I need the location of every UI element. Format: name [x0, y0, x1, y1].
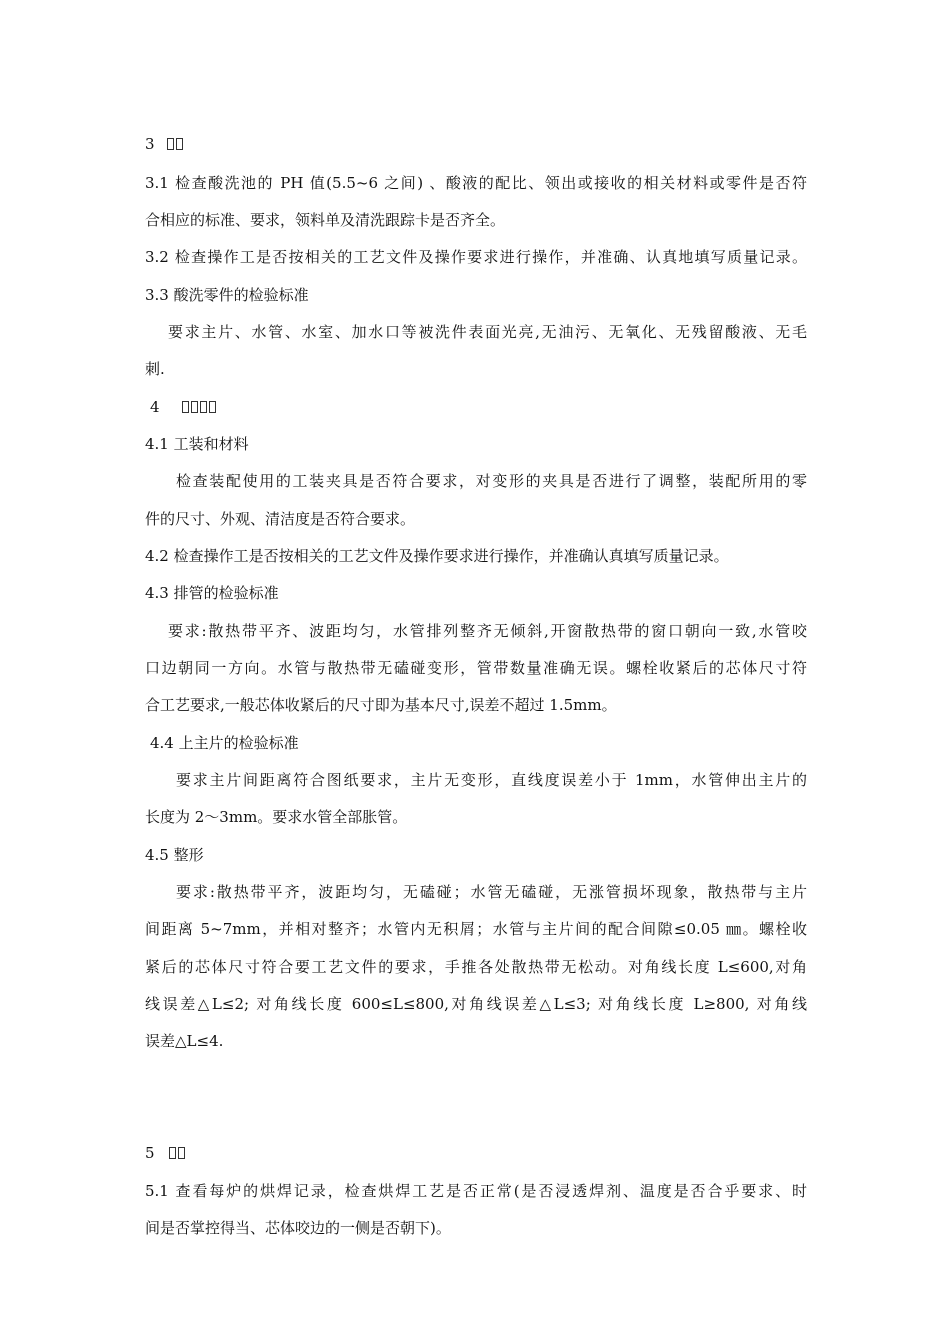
- paragraph-4-5-line-2: 间距离 5~7mm，并相对整齐；水管内无积屑；水管与主片间的配合间隙≤0.05 ㎜。螺栓收: [145, 920, 807, 938]
- paragraph-4-5-line-5: 误差△L≤4.: [145, 1032, 224, 1050]
- paragraph-4-4-line-1: 要求主片间距离符合图纸要求，主片无变形，直线度误差小于 1mm，水管伸出主片的: [176, 771, 807, 789]
- subheading-4-5: 4.5 整形: [145, 846, 204, 864]
- paragraph-4-5-line-1: 要求:散热带平齐，波距均匀，无磕碰；水管无磕碰，无涨管损坏现象，散热带与主片: [176, 883, 807, 901]
- subheading-3-3: 3.3 酸洗零件的检验标准: [145, 286, 309, 304]
- paragraph-3-2: 3.2 检查操作工是否按相关的工艺文件及操作要求进行操作，并准确、认真地填写质量记录。: [145, 248, 807, 266]
- section-number: 5: [145, 1144, 155, 1162]
- paragraph-4-5-line-4: 线误差△L≤2; 对角线长度 600≤L≤800,对角线误差△L≤3; 对角线长度 L≥800, 对角线: [145, 995, 807, 1013]
- missing-glyph-icon: [176, 138, 183, 150]
- paragraph-3-1-line-2: 合相应的标准、要求，领料单及清洗跟踪卡是否齐全。: [145, 211, 506, 229]
- paragraph-3-1-line-1: 3.1 检查酸洗池的 PH 值(5.5~6 之间) 、酸液的配比、领出或接收的相关材料或零件是否符: [145, 174, 807, 192]
- missing-glyph-icon: [167, 138, 174, 150]
- subheading-4-3: 4.3 排管的检验标准: [145, 584, 279, 602]
- paragraph-4-3-line-2: 口边朝同一方向。水管与散热带无磕碰变形，管带数量准确无误。螺栓收紧后的芯体尺寸符: [145, 659, 807, 677]
- paragraph-4-3-line-1: 要求:散热带平齐、波距均匀，水管排列整齐无倾斜,开窗散热带的窗口朝向一致,水管咬: [168, 622, 807, 640]
- missing-glyph-icon: [200, 401, 207, 413]
- subheading-4-4: 4.4 上主片的检验标准: [150, 734, 299, 752]
- missing-glyph-icon: [169, 1147, 176, 1159]
- missing-glyph-icon: [209, 401, 216, 413]
- paragraph-4-2: 4.2 检查操作工是否按相关的工艺文件及操作要求进行操作，并准确认真填写质量记录。: [145, 547, 729, 565]
- section-number: 3: [145, 135, 155, 153]
- paragraph-4-4-line-2: 长度为 2～3mm。要求水管全部胀管。: [145, 808, 408, 826]
- subheading-4-1: 4.1 工装和材料: [145, 435, 249, 453]
- paragraph-5-1-line-2: 间是否掌控得当、芯体咬边的一侧是否朝下)。: [145, 1219, 451, 1237]
- missing-glyph-icon: [178, 1147, 185, 1159]
- paragraph-4-5-line-3: 紧后的芯体尺寸符合要工艺文件的要求，手推各处散热带无松动。对角线长度 L≤600,对角: [145, 958, 807, 976]
- section-3-heading: [145, 134, 183, 154]
- paragraph-4-1-line-1: 检查装配使用的工装夹具是否符合要求，对变形的夹具是否进行了调整，装配所用的零: [176, 472, 807, 490]
- paragraph-5-1-line-1: 5.1 查看每炉的烘焊记录，检查烘焊工艺是否正常(是否浸透焊剂、温度是否合乎要求、时: [145, 1182, 807, 1200]
- paragraph-4-1-line-2: 件的尺寸、外观、清洁度是否符合要求。: [145, 510, 416, 528]
- section-number: 4: [150, 398, 160, 416]
- paragraph-4-3-line-3: 合工艺要求,一般芯体收紧后的尺寸即为基本尺寸,误差不超过 1.5mm。: [145, 696, 617, 714]
- paragraph-3-3-line-2: 刺.: [145, 360, 165, 378]
- missing-glyph-icon: [182, 401, 189, 413]
- section-5-heading: [145, 1143, 185, 1163]
- paragraph-3-3-line-1: 要求主片、水管、水室、加水口等被洗件表面光亮,无油污、无氧化、无残留酸液、无毛: [168, 323, 807, 341]
- missing-glyph-icon: [191, 401, 198, 413]
- section-4-heading: [150, 397, 216, 417]
